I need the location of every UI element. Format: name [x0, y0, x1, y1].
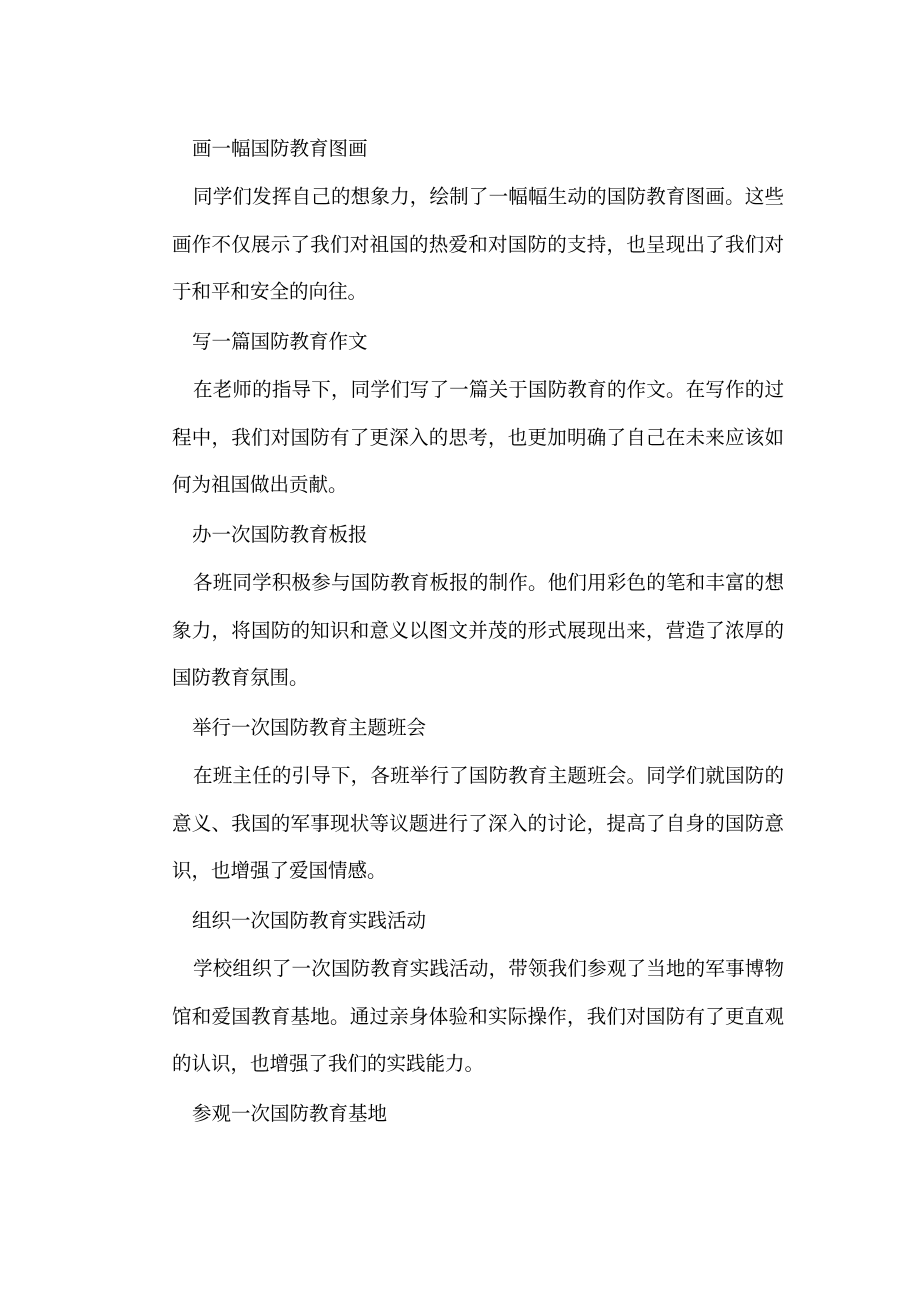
section-heading: 组织一次国防教育实践活动: [192, 909, 427, 932]
section-heading: 参观一次国防教育基地: [192, 1102, 388, 1125]
section-paragraph: 学校组织了一次国防教育实践活动，带领我们参观了当地的军事博物馆和爱国教育基地。通过亲身体验和实际操作，我们对国防有了更直观的认识，也增强了我们的实践能力。: [172, 957, 784, 1075]
section-paragraph: 同学们发挥自己的想象力，绘制了一幅幅生动的国防教育图画。这些画作不仅展示了我们对祖国的热爱和对国防的支持，也呈现出了我们对于和平和安全的向往。: [172, 185, 784, 303]
section-paragraph: 在班主任的引导下，各班举行了国防教育主题班会。同学们就国防的意义、我国的军事现状等议题进行了深入的讨论，提高了自身的国防意识，也增强了爱国情感。: [172, 764, 784, 882]
section-heading: 办一次国防教育板报: [192, 523, 368, 546]
section-heading: 写一篇国防教育作文: [192, 330, 368, 353]
section-heading: 画一幅国防教育图画: [192, 137, 368, 160]
section-paragraph: 各班同学积极参与国防教育板报的制作。他们用彩色的笔和丰富的想象力，将国防的知识和意义以图文并茂的形式展现出来，营造了浓厚的国防教育氛围。: [172, 571, 784, 689]
section-heading: 举行一次国防教育主题班会: [192, 716, 427, 739]
section-paragraph: 在老师的指导下，同学们写了一篇关于国防教育的作文。在写作的过程中，我们对国防有了更深入的思考，也更加明确了自己在未来应该如何为祖国做出贡献。: [172, 378, 784, 496]
